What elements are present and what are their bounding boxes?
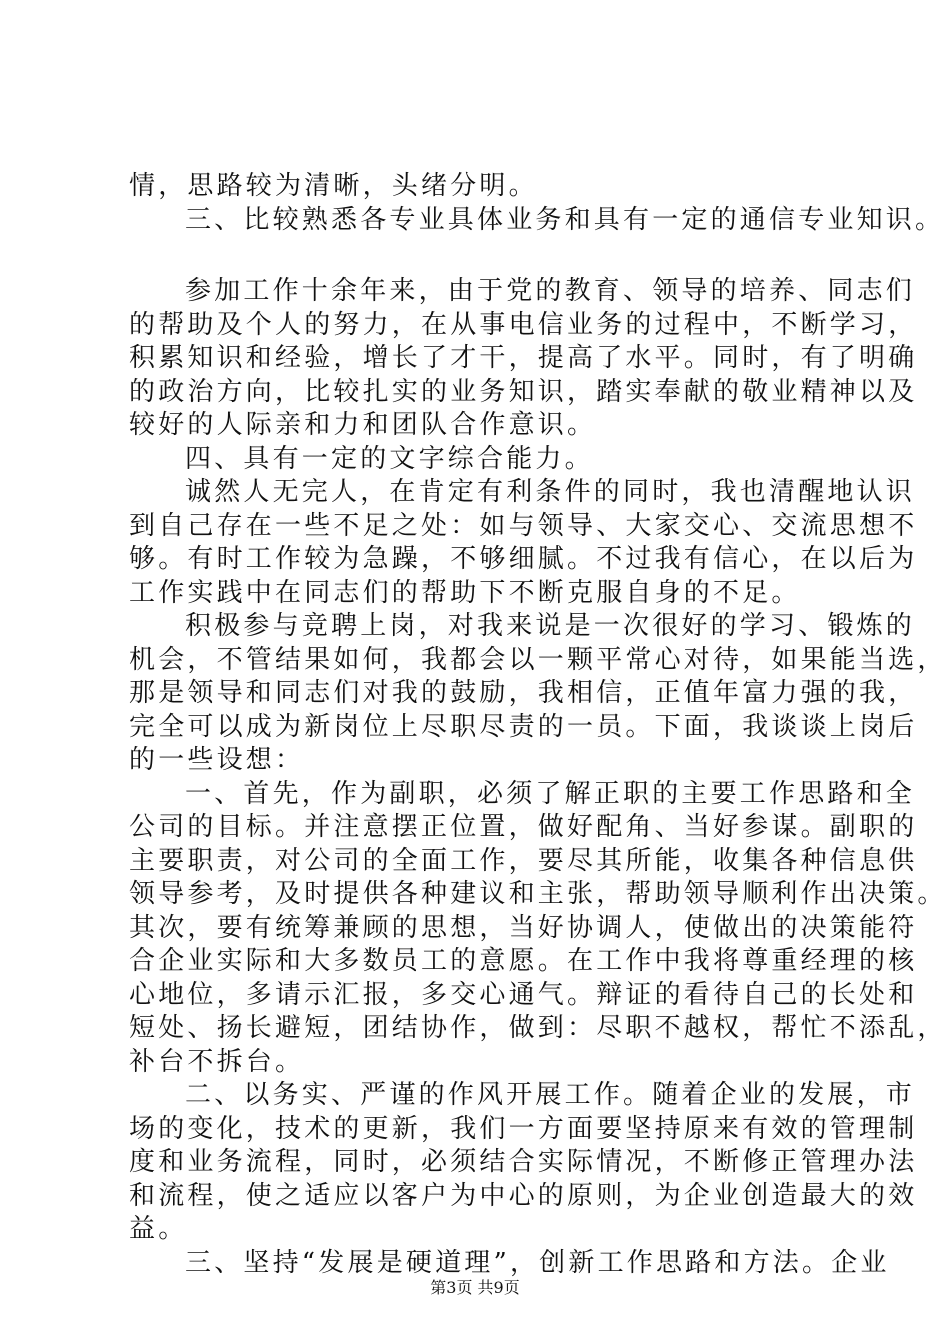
text-line: 益。 <box>129 1214 188 1244</box>
text-line: 度和业务流程，同时，必须结合实际情况，不断修正管理办法 <box>129 1147 918 1177</box>
text-line: 情，思路较为清晰，头绪分明。 <box>129 171 538 201</box>
text-line: 公司的目标。并注意摆正位置，做好配角、当好参谋。副职的 <box>129 812 918 842</box>
text-line: 领导参考，及时提供各种建议和主张，帮助领导顺利作出决策。 <box>129 879 947 909</box>
text-line: 合企业实际和大多数员工的意愿。在工作中我将尊重经理的核 <box>129 946 918 976</box>
text-line: 短处、扬长避短，团结协作，做到：尽职不越权，帮忙不添乱， <box>129 1013 947 1043</box>
text-line: 一、首先，作为副职，必须了解正职的主要工作思路和全 <box>185 778 916 809</box>
text-line: 积累知识和经验，增长了才干，提高了水平。同时，有了明确 <box>129 343 918 373</box>
paragraph-gap <box>129 237 841 275</box>
text-line: 的政治方向，比较扎实的业务知识，踏实奉献的敬业精神以及 <box>129 376 918 407</box>
text-line: 到自己存在一些不足之处：如与领导、大家交心、交流思想不 <box>129 510 918 541</box>
text-line: 参加工作十余年来，由于党的教育、领导的培养、同志们 <box>185 276 916 306</box>
text-line: 的帮助及个人的努力，在从事电信业务的过程中，不断学习， <box>129 309 918 340</box>
text-line: 机会，不管结果如何，我都会以一颗平常心对待，如果能当选， <box>129 644 947 675</box>
document-body <box>129 170 947 1280</box>
text-line: 心地位，多请示汇报，多交心通气。辩证的看待自己的长处和 <box>129 979 918 1010</box>
text-line: 三、坚持“发展是硬道理”，创新工作思路和方法。企业 <box>185 1247 890 1278</box>
text-line: 的一些设想： <box>129 745 305 775</box>
text-line: 二、以务实、严谨的作风开展工作。随着企业的发展，市 <box>185 1080 916 1110</box>
text-line: 四、具有一定的文字综合能力。 <box>185 443 594 474</box>
text-line: 诚然人无完人，在肯定有利条件的同时，我也清醒地认识 <box>185 477 916 507</box>
text-line: 积极参与竞聘上岗，对我来说是一次很好的学习、锻炼的 <box>185 611 916 641</box>
page-number-footer: 第3页 共9页 <box>430 1278 520 1297</box>
text-line: 场的变化，技术的更新，我们一方面要坚持原来有效的管理制 <box>129 1113 918 1144</box>
text-line: 较好的人际亲和力和团队合作意识。 <box>129 410 597 440</box>
text-line: 工作实践中在同志们的帮助下不断克服自身的不足。 <box>129 577 801 608</box>
text-line: 和流程，使之适应以客户为中心的原则，为企业创造最大的效 <box>129 1180 918 1211</box>
text-line: 其次，要有统筹兼顾的思想，当好协调人，使做出的决策能符 <box>129 912 918 943</box>
text-line: 够。有时工作较为急躁，不够细腻。不过我有信心，在以后为 <box>129 544 918 574</box>
text-line: 那是领导和同志们对我的鼓励，我相信，正值年富力强的我， <box>129 678 918 708</box>
text-line: 补台不拆台。 <box>129 1046 305 1077</box>
text-line: 主要职责，对公司的全面工作，要尽其所能，收集各种信息供 <box>129 845 918 876</box>
text-line: 三、比较熟悉各专业具体业务和具有一定的通信专业知识。 <box>185 204 945 235</box>
text-line: 完全可以成为新岗位上尽职尽责的一员。下面，我谈谈上岗后 <box>129 711 918 742</box>
